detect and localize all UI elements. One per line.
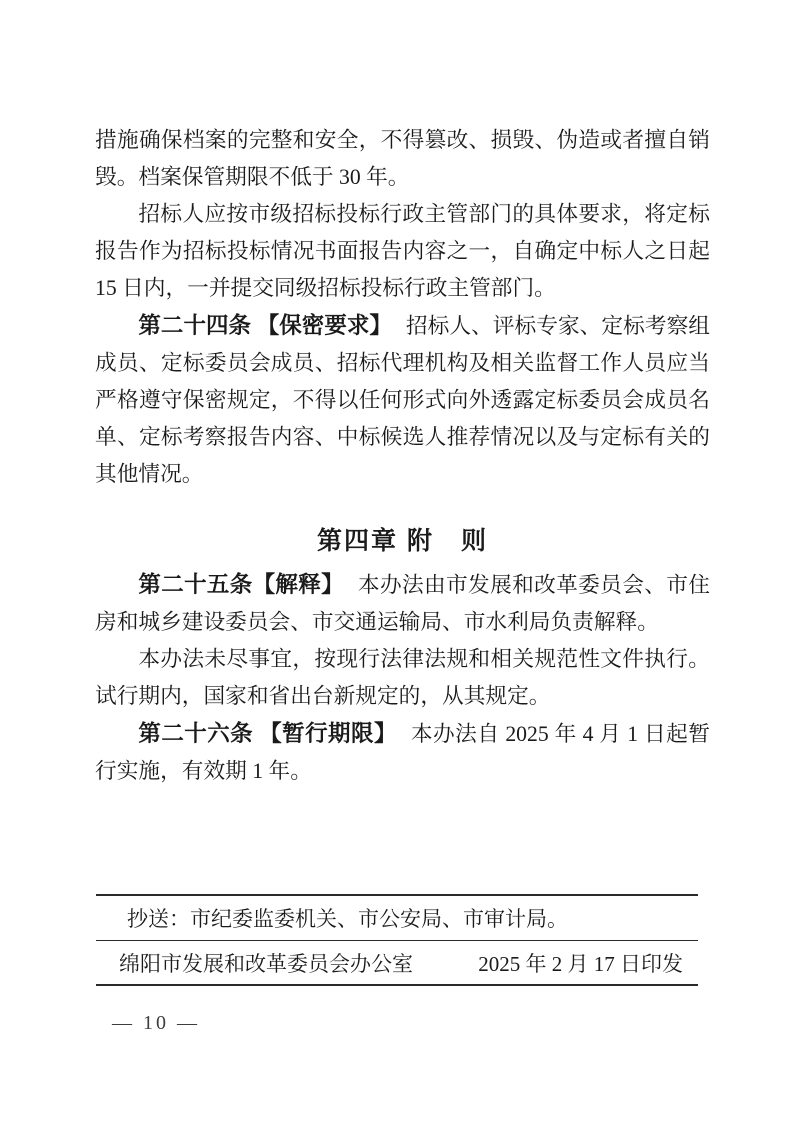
paragraph-text: 招标人、评标专家、定标考察组成员、定标委员会成员、招标代理机构及相关监督工作人员应当严格遵守保密规定，不得以任何形式向外透露定标委员会成员名单、定标考察报告内容、中标候选人推荐情况以及与定标有关的其他情况。: [95, 314, 710, 486]
document-body: [95, 122, 710, 790]
paragraph-text: 本办法由市发展和改革委员会、市住房和城乡建设委员会、市交通运输局、市水利局负责解释。: [95, 573, 710, 634]
paragraph-article-26-validity: [95, 715, 710, 790]
paragraph-archive-continuation: [95, 122, 710, 196]
paragraph-text: 本办法未尽事宜，按现行法律法规和相关规范性文件执行。试行期内，国家和省出台新规定的，从其规定。: [95, 647, 710, 708]
paragraph-report-submission: [95, 196, 710, 307]
article-25-lead: 第二十五条【解释】: [138, 572, 344, 597]
paragraph-text: 本办法自 2025 年 4 月 1 日起暂行实施，有效期 1 年。: [95, 722, 710, 783]
footer: [96, 894, 698, 986]
issuer-name: 绵阳市发展和改革委员会办公室: [119, 951, 413, 976]
cc-text: 抄送：市纪委监委机关、市公安局、市审计局。: [127, 907, 568, 931]
article-24-lead: 第二十四条 【保密要求】: [138, 313, 392, 338]
article-26-lead: 第二十六条 【暂行期限】: [138, 721, 397, 746]
page-number: — 10 —: [112, 1012, 200, 1034]
cc-row: [96, 896, 698, 940]
issuer-row: [96, 941, 698, 984]
paragraph-unaddressed-matters: [95, 641, 710, 715]
paragraph-article-24-confidentiality: [95, 307, 710, 493]
paragraph-text: 措施确保档案的完整和安全，不得篡改、损毁、伪造或者擅自销毁。档案保管期限不低于 30 年。: [95, 128, 710, 189]
paragraph-text: 招标人应按市级招标投标行政主管部门的具体要求，将定标报告作为招标投标情况书面报告内容之一，自确定中标人之日起 15 日内，一并提交同级招标投标行政主管部门。: [95, 202, 710, 300]
footer-rule-bottom: [96, 984, 698, 986]
issue-date: 2025 年 2 月 17 日印发: [478, 951, 683, 976]
paragraph-article-25-interpretation: [95, 566, 710, 641]
chapter-heading: 第四章 附 则: [317, 527, 488, 555]
